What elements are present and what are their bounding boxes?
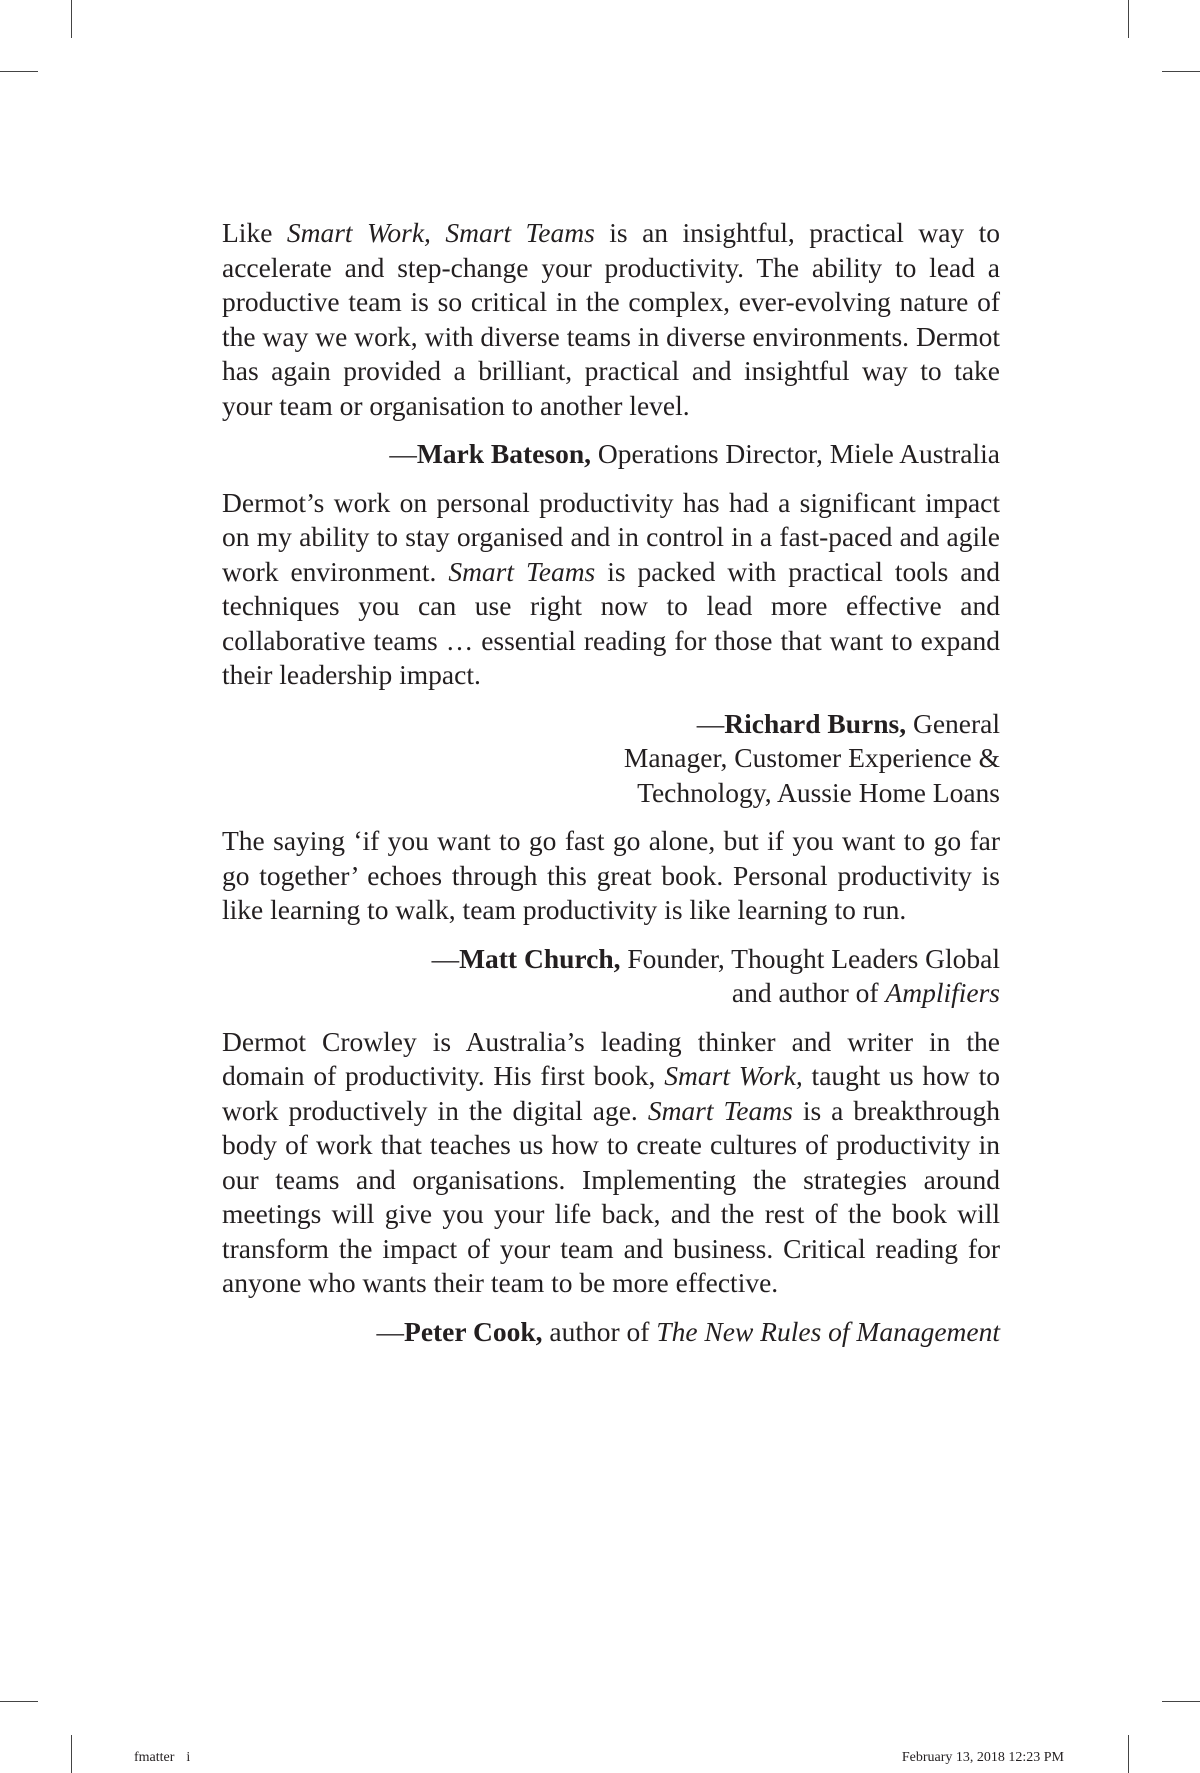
testimonial <box>222 1025 1000 1350</box>
italic-title: Amplifiers <box>885 977 1000 1008</box>
footer-page-number: i <box>186 1750 191 1765</box>
text-run: author of <box>542 1315 657 1347</box>
testimonial-quote <box>222 824 1000 928</box>
testimonial-quote <box>222 1025 1000 1301</box>
italic-title: Smart Teams <box>448 555 596 587</box>
testimonial-attribution <box>222 437 1000 472</box>
testimonial <box>222 486 1000 811</box>
testimonials <box>222 216 1000 1363</box>
attribution-role <box>621 943 1001 1009</box>
attribution-dash: — <box>376 1315 405 1347</box>
crop-mark <box>1162 71 1200 72</box>
text-run: Dermot Crowley is Australia’s leading thinker and writer in the domain of productivity. His first book, <box>222 1025 1000 1091</box>
crop-mark <box>1128 0 1129 38</box>
testimonial <box>222 824 1000 1011</box>
crop-mark <box>0 71 38 72</box>
crop-mark <box>71 0 72 38</box>
text-run: Operations Director, Miele Australia <box>591 438 1000 469</box>
attribution-role <box>591 438 1000 469</box>
text-run: taught us how to work productively in the digital age. <box>222 1060 1000 1126</box>
text-run: Dermot’s work on personal productivity has had a significant impact on my ability to stay organised and in control in a fast-paced and agile work environment. <box>222 486 1000 587</box>
testimonial <box>222 216 1000 472</box>
testimonial-attribution <box>222 707 1000 811</box>
crop-mark <box>1162 1701 1200 1702</box>
text-run: Like <box>222 217 287 248</box>
attribution-name: Richard Burns, <box>724 707 907 739</box>
attribution-name: Matt Church, <box>459 942 621 974</box>
crop-mark <box>0 1701 38 1702</box>
attribution-role <box>543 1316 1001 1347</box>
text-run: is an insightful, practical way to accelerate and step-change your productivity. The ability to lead a productive team is so critical in the complex, ever-evolving nature of the way we work, with diverse teams in diverse environments. Dermot has again provided a brilliant, practical and insightful way to take your team or organisation to another level. <box>222 217 1000 421</box>
testimonial-attribution <box>222 942 1000 1011</box>
text-run: is a breakthrough body of work that teaches us how to create cultures of productivity in our teams and organisations. Implementing the strategies around meetings will give you your life back, and the rest of the book will transform the impact of your team and business. Critical reading for anyone who wants their team to be more effective. <box>222 1094 1000 1298</box>
attribution-name: Mark Bateson, <box>416 438 592 469</box>
footer-slug <box>134 1750 190 1766</box>
testimonial-attribution <box>222 1315 1000 1350</box>
text-run: is packed with practical tools and techniques you can use right now to lead more effective and collaborative teams … essential reading for those that want to expand their leadership impact. <box>222 555 1000 690</box>
text-run: The saying ‘if you want to go fast go alone, but if you want to go far go together’ echoes through this great book. Personal productivity is like learning to walk, team productivity is like learning to run. <box>222 825 1000 925</box>
footer-timestamp: February 13, 2018 12:23 PM <box>901 1750 1064 1765</box>
italic-title: Smart Teams <box>647 1094 793 1126</box>
italic-title: Smart Work, <box>664 1060 803 1091</box>
attribution-dash: — <box>389 438 417 469</box>
footer-label: fmatter <box>134 1750 175 1765</box>
text-run: and author of <box>731 977 886 1008</box>
testimonial-quote <box>222 216 1000 423</box>
attribution-dash: — <box>696 707 725 739</box>
crop-mark <box>71 1735 72 1773</box>
text-run: Founder, Thought Leaders Global <box>620 942 1000 974</box>
text-run: General Manager, Customer Experience & Technology, Aussie Home Loans <box>623 707 1000 808</box>
italic-title: The New Rules of Management <box>656 1315 1000 1347</box>
attribution-name: Peter Cook, <box>404 1315 543 1347</box>
crop-mark <box>1128 1735 1129 1773</box>
testimonial-quote <box>222 486 1000 693</box>
italic-title: Smart Work, Smart Teams <box>286 217 595 248</box>
attribution-dash: — <box>431 942 460 974</box>
